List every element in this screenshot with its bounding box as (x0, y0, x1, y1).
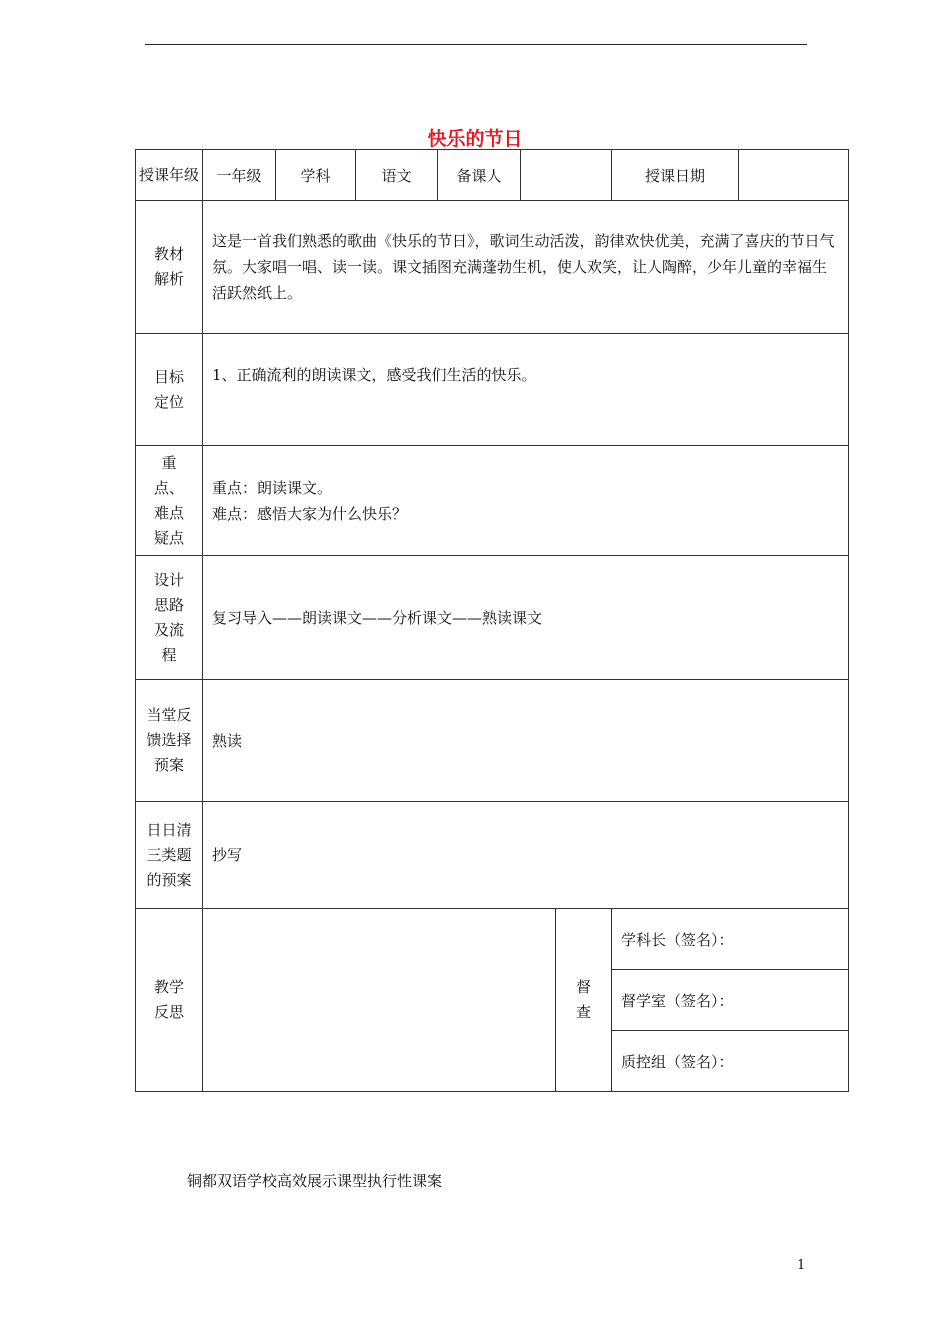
objectives-row (136, 334, 849, 446)
grade-label: 授课年级 (136, 150, 203, 201)
material-analysis-label: 教材解析 (136, 201, 203, 334)
subject-label: 学科 (276, 150, 356, 201)
design-row (136, 556, 849, 680)
key-points-row (136, 446, 849, 556)
daily-label: 日日清三类题的预案 (136, 802, 203, 909)
key-points-content (203, 446, 849, 556)
date-value (739, 150, 849, 201)
key-points-label: 重点、难点疑点 (136, 446, 203, 556)
feedback-row (136, 680, 849, 802)
design-label: 设计思路及流程 (136, 556, 203, 680)
design-text: 复习导入——朗读课文——分析课文——熟读课文 (203, 556, 849, 680)
key-point-text: 重点：朗读课文。 (212, 478, 333, 497)
header-row (136, 150, 849, 201)
lesson-plan-table (135, 149, 849, 1092)
material-analysis-text: 这是一首我们熟悉的歌曲《快乐的节日》，歌词生动活泼，韵律欢快优美，充满了喜庆的节日气氛。大家唱一唱、读一读。课文插图充满蓬勃生机，使人欢笑，让人陶醉，少年儿童的幸福生活跃然纸上。 (203, 201, 849, 334)
material-analysis-row (136, 201, 849, 334)
footer-text: 铜都双语学校高效展示课型执行性课案 (187, 1172, 443, 1190)
daily-row (136, 802, 849, 909)
reflection-label: 教学反思 (136, 909, 203, 1092)
signature-quality-control: 质控组（签名）： (612, 1031, 849, 1092)
subject-value: 语文 (356, 150, 438, 201)
preparer-value (521, 150, 612, 201)
header-rule (145, 44, 807, 45)
page-number: 1 (797, 1258, 806, 1273)
reflection-text (203, 909, 556, 1092)
objectives-text: 1、正确流利的朗读课文，感受我们生活的快乐。 (203, 334, 849, 446)
preparer-label: 备课人 (438, 150, 521, 201)
objectives-label: 目标定位 (136, 334, 203, 446)
signature-supervision-office: 督学室（签名）： (612, 970, 849, 1031)
feedback-text: 熟读 (203, 680, 849, 802)
reflection-row (136, 909, 849, 970)
difficulty-text: 难点：感悟大家为什么快乐？ (212, 504, 408, 523)
signature-subject-head: 学科长（签名）： (612, 909, 849, 970)
supervision-label: 督查 (556, 909, 612, 1092)
feedback-label: 当堂反馈选择预案 (136, 680, 203, 802)
document-title: 快乐的节日 (427, 128, 523, 150)
grade-value: 一年级 (203, 150, 276, 201)
daily-text: 抄写 (203, 802, 849, 909)
date-label: 授课日期 (612, 150, 739, 201)
